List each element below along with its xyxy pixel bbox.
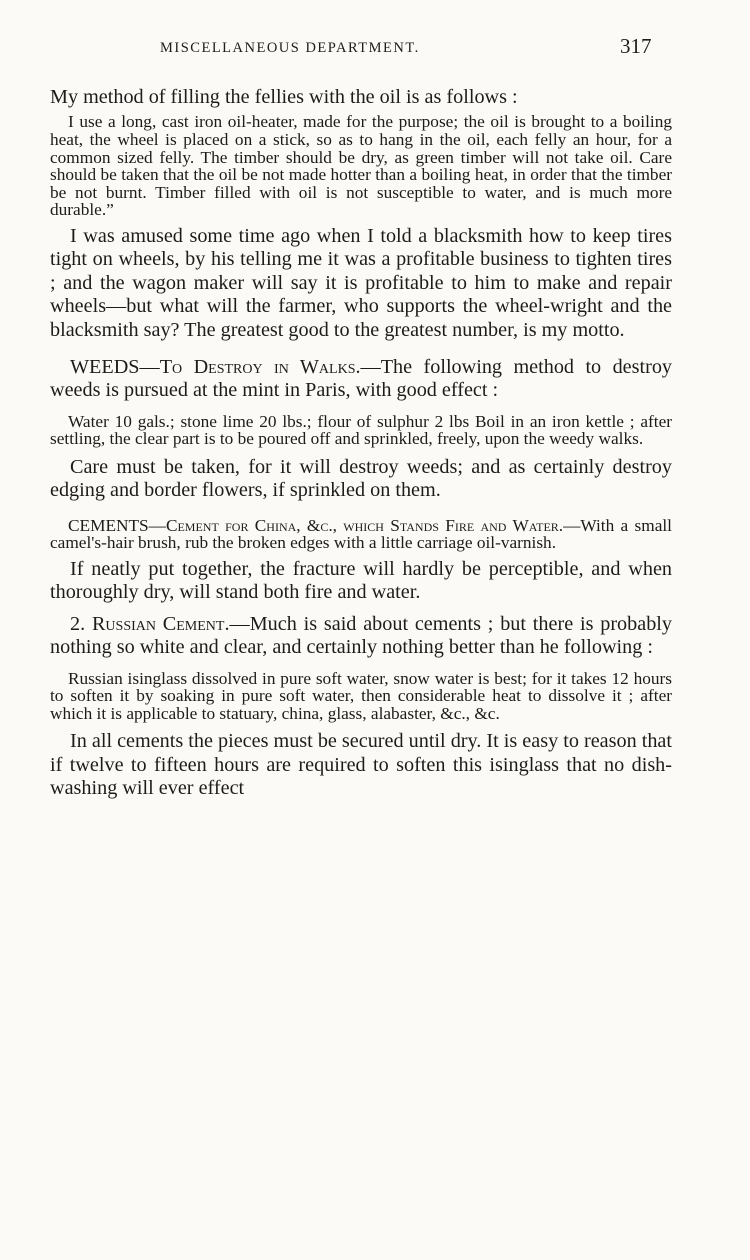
- section-weeds: [50, 356, 672, 403]
- running-head: MISCELLANEOUS DEPARTMENT.: [160, 40, 420, 56]
- weeds-tail: —The following: [360, 356, 503, 378]
- russian-title: Russian Cement.: [91, 612, 230, 635]
- cements-title: Cement for China, &c., which Stands Fire and Water.: [165, 515, 564, 535]
- paragraph-all-cements: In all cements the pieces must be secured until dry. It is easy to reason that if twelve to fifteen hours are required to soften this isinglass that no dish-washing will ever effect: [50, 730, 672, 800]
- weeds-title: To Destroy in Walks.: [159, 356, 361, 378]
- russian-number: 2.: [70, 612, 86, 635]
- paragraph-care: Care must be taken, for it will destroy weeds; and as certainly destroy edging and border flowers, if sprinkled on them.: [50, 456, 672, 502]
- page-header: [0, 34, 750, 68]
- page-number: 317: [620, 34, 652, 58]
- paragraph-method-intro: My method of filling the fellies with the oil is as follows :: [50, 86, 518, 108]
- weeds-intro-text: method to destroy weeds is pursued at the mint in Paris, with good effect :: [50, 356, 673, 402]
- weeds-label: WEEDS—: [70, 356, 160, 378]
- section-cements: [50, 517, 672, 552]
- russian-text: Much is said about cements ; but there is probably nothing so white and clear, and certainly nothing better than he following :: [50, 612, 672, 659]
- page-body: [50, 86, 672, 801]
- section-russian-cement: [50, 613, 672, 660]
- recipe-isinglass: Russian isinglass dissolved in pure soft water, snow water is best; for it takes 12 hours to soften it by soaking in pure soft water, then considerable heat to dissolve it ; after which it is applicable to statuary, china, glass, alabaster, &c., &c.: [50, 668, 672, 723]
- quote-oil-heater: I use a long, cast iron oil-heater, made for the purpose; the oil is brought to a boiling heat, the wheel is placed on a stick, so as to hang in the oil, each felly an hour, for a common sized felly. The timber should be dry, as green timber will not take oil. Care should be taken that the oil be not made hotter than a boiling heat, in order that the timber be not burnt. Timber filled with oil is not susceptible to water, and is much more durable.”: [50, 112, 672, 220]
- cements-dash: —: [563, 515, 581, 535]
- recipe-weeds: Water 10 gals.; stone lime 20 lbs.; flour of sulphur 2 lbs Boil in an iron kettle ; after settling, the clear part is to be poured off and sprinkled, freely, upon the weedy walks.: [50, 411, 672, 449]
- cements-label: CEMENTS—: [68, 515, 166, 535]
- cements-text: With a small camel's-hair brush, rub the broken edges with a little carriage oil-varnish.: [50, 515, 672, 553]
- paragraph-fracture: If neatly put together, the fracture will hardly be perceptible, and when thoroughly dry, will stand both fire and water.: [50, 558, 672, 604]
- paragraph-blacksmith: I was amused some time ago when I told a blacksmith how to keep tires tight on wheels, by his telling me it was a profitable business to tighten tires ; and the wagon maker will say it is profitable to him to make and repair wheels—but what will the farmer, who supports the wheel-wright and the blacksmith say? The greatest good to the greatest number, is my motto.: [50, 224, 672, 341]
- russian-dash: —: [229, 612, 250, 635]
